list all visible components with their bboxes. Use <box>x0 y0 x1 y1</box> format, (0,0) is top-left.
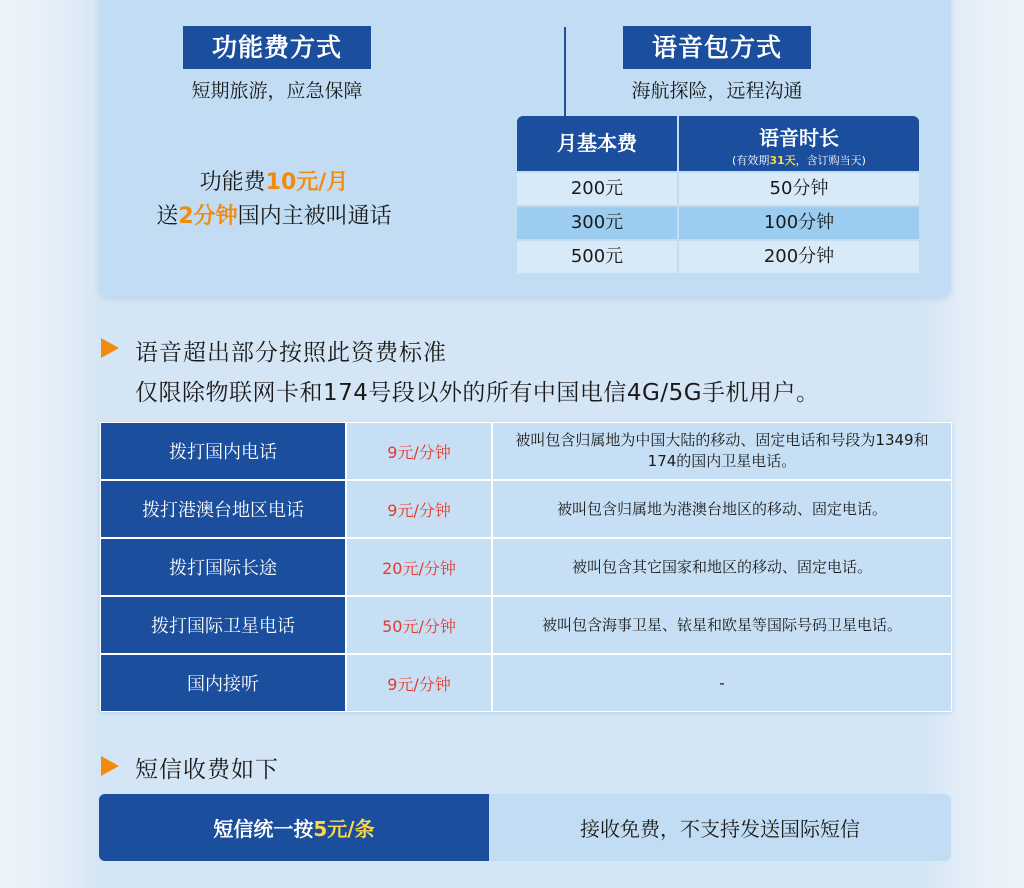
overage-section-note: 仅限除物联网卡和174号段以外的所有中国电信4G/5G手机用户。 <box>135 380 820 406</box>
plans-card <box>99 0 951 297</box>
table-row <box>517 171 919 205</box>
function-fee-title: 功能费方式 <box>183 26 371 69</box>
call-description: - <box>493 655 951 711</box>
bonus-suffix: 国内主被叫通话 <box>237 204 392 229</box>
voice-package-table <box>517 116 919 273</box>
table-row <box>517 205 919 239</box>
call-price: 9元/分钟 <box>347 655 491 711</box>
call-type: 拨打国际长途 <box>101 539 345 595</box>
package-fee: 200元 <box>517 173 679 205</box>
call-price: 9元/分钟 <box>347 423 491 479</box>
package-minutes: 100分钟 <box>679 207 919 239</box>
sms-section-title: 短信收费如下 <box>135 757 279 783</box>
table-row <box>101 655 951 711</box>
fee-amount: 10元/月 <box>265 170 349 195</box>
call-type: 国内接听 <box>101 655 345 711</box>
call-type: 拨打国际卫星电话 <box>101 597 345 653</box>
bonus-prefix: 送 <box>156 204 179 229</box>
call-description: 被叫包含归属地为港澳台地区的移动、固定电话。 <box>493 481 951 537</box>
function-fee-bonus-line <box>119 199 429 230</box>
call-price: 20元/分钟 <box>347 539 491 595</box>
overage-section-title: 语音超出部分按照此资费标准 <box>135 340 447 366</box>
sms-price-box <box>99 794 489 861</box>
call-description: 被叫包含海事卫星、铱星和欧星等国际号码卫星电话。 <box>493 597 951 653</box>
triangle-arrow-icon <box>101 338 119 358</box>
call-description: 被叫包含归属地为中国大陆的移动、固定电话和号段为1349和174的国内卫星电话。 <box>493 423 951 479</box>
package-minutes: 200分钟 <box>679 241 919 273</box>
voice-package-table-header <box>517 116 919 171</box>
call-type: 拨打港澳台地区电话 <box>101 481 345 537</box>
package-minutes: 50分钟 <box>679 173 919 205</box>
triangle-arrow-icon <box>101 756 119 776</box>
validity-days: 31天 <box>769 154 796 167</box>
sms-price-prefix: 短信统一按 <box>213 817 314 841</box>
monthly-fee-header: 月基本费 <box>517 116 679 171</box>
table-row <box>517 239 919 273</box>
package-fee: 500元 <box>517 241 679 273</box>
fee-prefix: 功能费 <box>199 170 266 195</box>
table-row <box>101 539 951 595</box>
table-row <box>101 597 951 653</box>
sms-price-amount: 5元/条 <box>313 817 375 841</box>
function-fee-subtitle: 短期旅游，应急保障 <box>191 80 363 102</box>
overage-rate-table <box>100 422 952 712</box>
call-price: 9元/分钟 <box>347 481 491 537</box>
function-fee-price-line <box>119 165 429 196</box>
package-fee: 300元 <box>517 207 679 239</box>
voice-duration-header <box>679 116 919 171</box>
bonus-minutes: 2分钟 <box>178 204 238 229</box>
call-price: 50元/分钟 <box>347 597 491 653</box>
voice-package-subtitle: 海航探险，远程沟通 <box>631 80 803 102</box>
voice-package-title: 语音包方式 <box>623 26 811 69</box>
validity-note-suffix: ，含订购当天) <box>795 154 866 167</box>
voice-duration-header-label: 语音时长 <box>759 126 839 150</box>
table-row <box>101 481 951 537</box>
sms-receive-note: 接收免费，不支持发送国际短信 <box>489 794 951 861</box>
validity-note <box>679 152 919 168</box>
validity-note-prefix: (有效期 <box>732 154 770 167</box>
call-description: 被叫包含其它国家和地区的移动、固定电话。 <box>493 539 951 595</box>
call-type: 拨打国内电话 <box>101 423 345 479</box>
table-row <box>101 423 951 479</box>
